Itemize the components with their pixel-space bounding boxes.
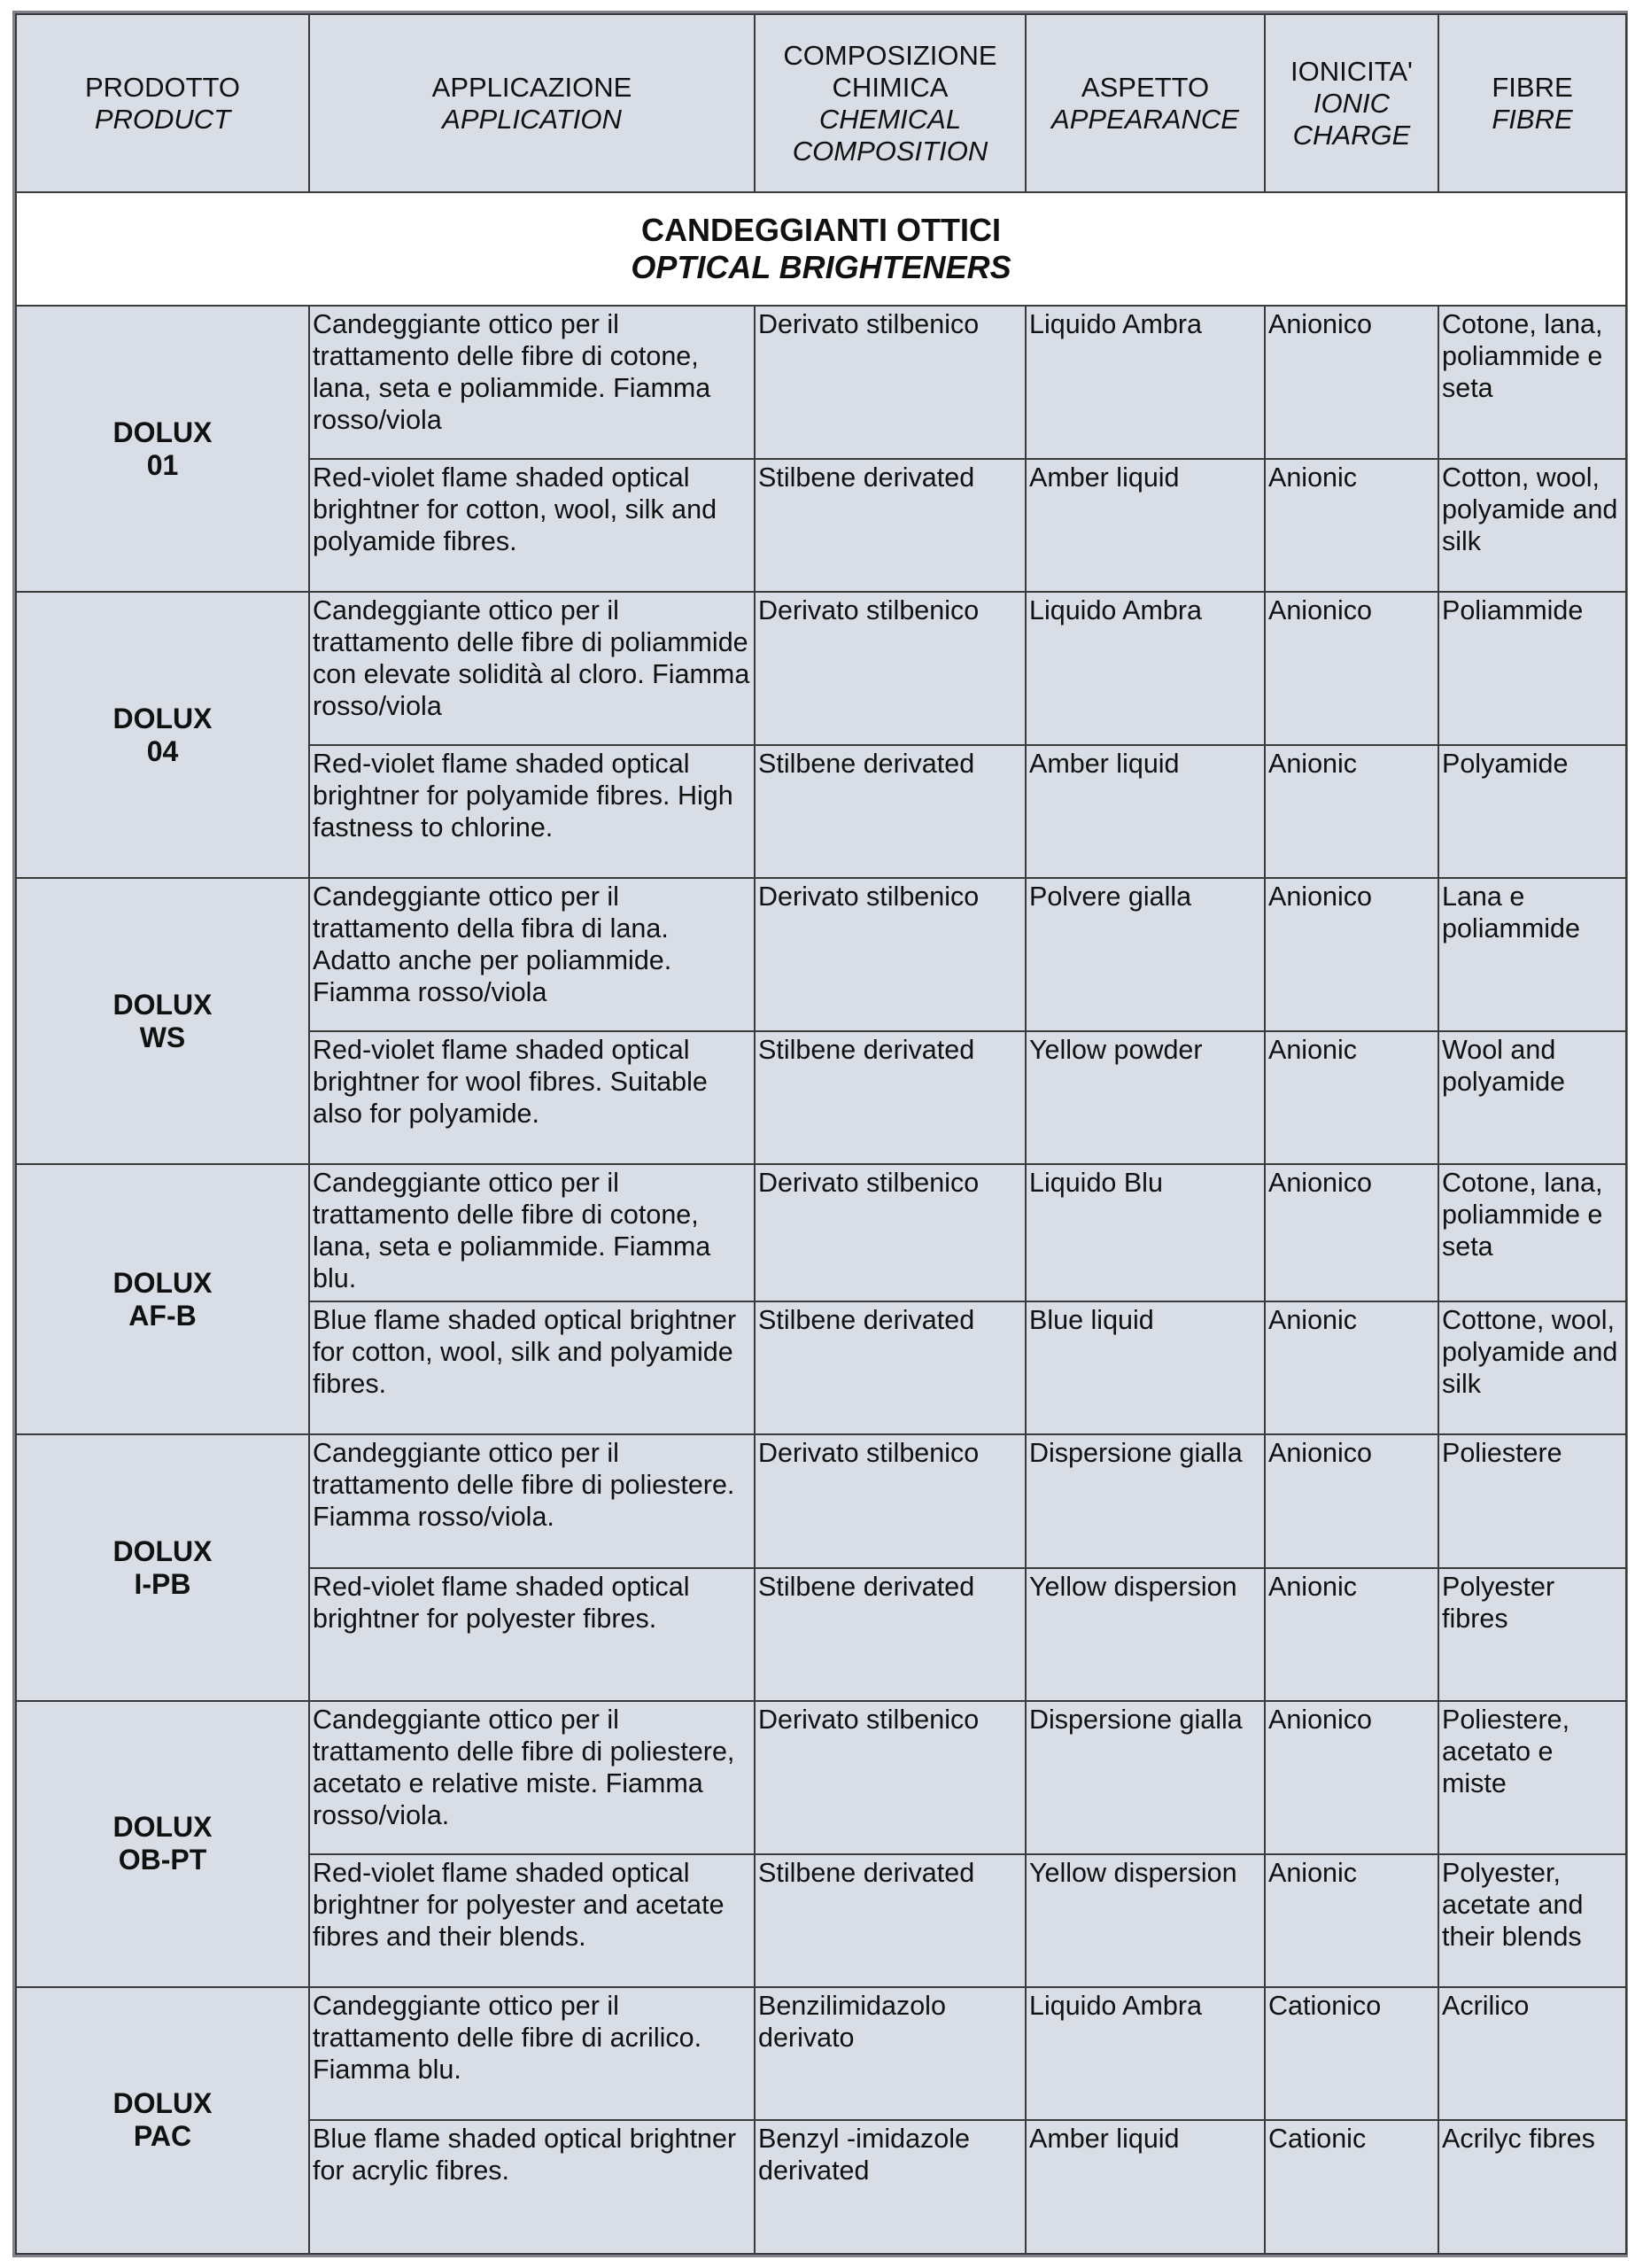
product-name-cell [16, 592, 309, 878]
composition-cell [755, 1031, 1026, 1164]
appearance-cell [1026, 1701, 1265, 1854]
application-cell [309, 1031, 755, 1164]
ionic-text: Anionico [1268, 1705, 1372, 1735]
application-text: Blue flame shaded optical brightner for cotton, wool, silk and polyamide fibres. [313, 1304, 737, 1399]
fibre-cell [1438, 1568, 1626, 1701]
fibre-cell [1438, 459, 1626, 592]
header-fibre: FIBRE FIBRE [1438, 14, 1626, 192]
ionic-cell [1265, 745, 1438, 878]
application-cell [309, 306, 755, 459]
fibre-cell [1438, 1987, 1626, 2120]
product-name: DOLUX [112, 1266, 213, 1299]
appearance-text: Liquido Ambra [1029, 595, 1202, 626]
composition-text: Benzyl -imidazole derivated [758, 2124, 971, 2186]
application-cell [309, 1164, 755, 1301]
appearance-cell [1026, 745, 1265, 878]
fibre-text: Polyester fibres [1442, 1571, 1555, 1634]
appearance-cell [1026, 1568, 1265, 1701]
composition-cell [755, 1987, 1026, 2120]
application-cell [309, 878, 755, 1031]
composition-text: Stilbene derivated [758, 748, 975, 779]
ionic-text: Anionico [1268, 1168, 1372, 1199]
fibre-text: Poliammide [1442, 595, 1584, 626]
composition-text: Derivato stilbenico [758, 309, 980, 340]
application-text: Red-violet flame shaded optical brightner for polyester and acetate fibres and their blends. [313, 1857, 725, 1952]
fibre-text: Polyamide [1442, 748, 1569, 779]
fibre-text: Lana e poliammide [1442, 882, 1580, 944]
fibre-cell [1438, 592, 1626, 745]
ionic-cell [1265, 1987, 1438, 2120]
appearance-cell [1026, 1434, 1265, 1567]
fibre-text: Acrilyc fibres [1442, 2124, 1595, 2155]
product-name-cell [16, 1164, 309, 1434]
appearance-cell [1026, 592, 1265, 745]
ionic-text: Anionic [1268, 1571, 1358, 1602]
application-cell [309, 592, 755, 745]
application-text: Candeggiante ottico per il trattamento delle fibre di cotone, lana, seta e poliammide. Fiamma rosso/viola [313, 309, 711, 436]
application-text: Candeggiante ottico per il trattamento delle fibre di cotone, lana, seta e poliammide. Fiamma blu. [313, 1168, 711, 1294]
composition-text: Stilbene derivated [758, 1304, 975, 1335]
application-text: Red-violet flame shaded optical brightner for cotton, wool, silk and polyamide fibres. [313, 462, 717, 556]
product-name: DOLUX [112, 1534, 213, 1567]
appearance-text: Amber liquid [1029, 2124, 1180, 2155]
composition-text: Benzilimidazolo derivato [758, 1990, 946, 2053]
application-cell [309, 1434, 755, 1567]
fibre-cell [1438, 745, 1626, 878]
application-text: Red-violet flame shaded optical brightner for polyester fibres. [313, 1571, 690, 1634]
ionic-text: Anionic [1268, 748, 1358, 779]
composition-text: Derivato stilbenico [758, 595, 980, 626]
ionic-cell [1265, 1164, 1438, 1301]
fibre-cell [1438, 1031, 1626, 1164]
product-code: I-PB [134, 1567, 191, 1600]
composition-text: Stilbene derivated [758, 1034, 975, 1065]
application-cell [309, 459, 755, 592]
table-row [16, 1434, 1626, 1567]
application-text: Candeggiante ottico per il trattamento delle fibre di acrilico. Fiamma blu. [313, 1990, 702, 2085]
ionic-text: Anionico [1268, 1438, 1372, 1469]
product-code: 04 [146, 734, 179, 767]
composition-text: Derivato stilbenico [758, 882, 980, 913]
appearance-text: Liquido Blu [1029, 1168, 1163, 1199]
composition-text: Derivato stilbenico [758, 1438, 980, 1469]
section-title: CANDEGGIANTI OTTICI OPTICAL BRIGHTENERS [16, 192, 1626, 306]
ionic-text: Anionico [1268, 882, 1372, 913]
composition-text: Stilbene derivated [758, 1571, 975, 1602]
appearance-text: Blue liquid [1029, 1304, 1154, 1335]
ionic-cell [1265, 1568, 1438, 1701]
application-text: Candeggiante ottico per il trattamento delle fibre di poliestere. Fiamma rosso/viola. [313, 1438, 735, 1533]
section-title-row [16, 192, 1626, 306]
table-row [16, 1164, 1626, 1301]
table-row [16, 306, 1626, 459]
product-name-cell [16, 1987, 309, 2254]
ionic-cell [1265, 1301, 1438, 1434]
fibre-text: Wool and polyamide [1442, 1034, 1566, 1097]
table-row [16, 1987, 1626, 2120]
ionic-cell [1265, 306, 1438, 459]
product-code: AF-B [128, 1299, 197, 1332]
fibre-cell [1438, 2120, 1626, 2254]
ionic-cell [1265, 878, 1438, 1031]
composition-text: Derivato stilbenico [758, 1168, 980, 1199]
composition-cell [755, 1854, 1026, 1987]
composition-cell [755, 2120, 1026, 2254]
fibre-text: Poliestere [1442, 1438, 1562, 1469]
header-composition: COMPOSIZIONE CHIMICA CHEMICAL COMPOSITION [755, 14, 1026, 192]
appearance-cell [1026, 459, 1265, 592]
product-name-cell [16, 1434, 309, 1701]
table-row [16, 592, 1626, 745]
composition-cell [755, 592, 1026, 745]
ionic-text: Cationico [1268, 1990, 1382, 2021]
product-table-frame [12, 11, 1628, 2257]
composition-cell [755, 878, 1026, 1031]
product-code: WS [139, 1021, 186, 1053]
fibre-cell [1438, 878, 1626, 1031]
product-name-cell [16, 878, 309, 1164]
fibre-cell [1438, 1434, 1626, 1567]
application-cell [309, 1987, 755, 2120]
appearance-text: Yellow powder [1029, 1034, 1203, 1065]
fibre-text: Cotton, wool, polyamide and silk [1442, 462, 1618, 556]
ionic-cell [1265, 1701, 1438, 1854]
product-name-cell [16, 306, 309, 592]
appearance-text: Amber liquid [1029, 748, 1180, 779]
product-name: DOLUX [112, 988, 213, 1021]
application-text: Blue flame shaded optical brightner for acrylic fibres. [313, 2124, 737, 2186]
ionic-text: Anionico [1268, 309, 1372, 340]
fibre-text: Acrilico [1442, 1990, 1530, 2021]
ionic-cell [1265, 1854, 1438, 1987]
header-ionic-charge: IONICITA' IONIC CHARGE [1265, 14, 1438, 192]
product-name: DOLUX [112, 416, 213, 448]
ionic-cell [1265, 2120, 1438, 2254]
appearance-cell [1026, 306, 1265, 459]
appearance-text: Liquido Ambra [1029, 1990, 1202, 2021]
composition-cell [755, 306, 1026, 459]
composition-cell [755, 1701, 1026, 1854]
product-code: PAC [133, 2120, 192, 2153]
appearance-cell [1026, 1031, 1265, 1164]
fibre-cell [1438, 1164, 1626, 1301]
appearance-text: Yellow dispersion [1029, 1571, 1237, 1602]
composition-text: Stilbene derivated [758, 462, 975, 493]
appearance-text: Liquido Ambra [1029, 309, 1202, 340]
ionic-text: Cationic [1268, 2124, 1367, 2155]
composition-cell [755, 1164, 1026, 1301]
fibre-cell [1438, 1854, 1626, 1987]
composition-cell [755, 1568, 1026, 1701]
ionic-cell [1265, 459, 1438, 592]
appearance-text: Polvere gialla [1029, 882, 1192, 913]
application-cell [309, 745, 755, 878]
product-name: DOLUX [112, 1811, 213, 1844]
product-name-cell [16, 1701, 309, 1987]
appearance-cell [1026, 2120, 1265, 2254]
ionic-cell [1265, 1434, 1438, 1567]
product-table [15, 13, 1627, 2255]
application-cell [309, 1301, 755, 1434]
ionic-cell [1265, 1031, 1438, 1164]
header-application: APPLICAZIONE APPLICATION [309, 14, 755, 192]
application-text: Candeggiante ottico per il trattamento delle fibre di poliammide con elevate solidità al cloro. Fiamma rosso/viola [313, 595, 750, 722]
appearance-cell [1026, 1987, 1265, 2120]
fibre-text: Cottone, wool, polyamide and silk [1442, 1304, 1618, 1399]
composition-text: Derivato stilbenico [758, 1705, 980, 1735]
appearance-cell [1026, 1301, 1265, 1434]
appearance-text: Amber liquid [1029, 462, 1180, 493]
header-product: PRODOTTO PRODUCT [16, 14, 309, 192]
ionic-text: Anionic [1268, 462, 1358, 493]
appearance-text: Yellow dispersion [1029, 1857, 1237, 1888]
ionic-text: Anionic [1268, 1857, 1358, 1888]
product-code: OB-PT [118, 1844, 207, 1876]
header-appearance: ASPETTO APPEARANCE [1026, 14, 1265, 192]
fibre-cell [1438, 1701, 1626, 1854]
ionic-cell [1265, 592, 1438, 745]
appearance-text: Dispersione gialla [1029, 1705, 1243, 1735]
ionic-text: Anionic [1268, 1304, 1358, 1335]
table-row [16, 1701, 1626, 1854]
fibre-cell [1438, 1301, 1626, 1434]
composition-cell [755, 1301, 1026, 1434]
fibre-text: Cotone, lana, poliammide e seta [1442, 309, 1603, 404]
fibre-text: Cotone, lana, poliammide e seta [1442, 1168, 1603, 1262]
fibre-text: Polyester, acetate and their blends [1442, 1857, 1584, 1952]
application-cell [309, 2120, 755, 2254]
composition-text: Stilbene derivated [758, 1857, 975, 1888]
product-name: DOLUX [112, 2087, 213, 2120]
composition-cell [755, 459, 1026, 592]
composition-cell [755, 1434, 1026, 1567]
ionic-text: Anionic [1268, 1034, 1358, 1065]
application-text: Candeggiante ottico per il trattamento delle fibre di poliestere, acetato e relative miste. Fiamma rosso/viola. [313, 1705, 735, 1830]
ionic-text: Anionico [1268, 595, 1372, 626]
appearance-cell [1026, 1854, 1265, 1987]
product-code: 01 [146, 448, 179, 481]
application-text: Candeggiante ottico per il trattamento della fibra di lana. Adatto anche per poliammide. Fiamma rosso/viola [313, 882, 672, 1008]
header-row [16, 14, 1626, 192]
appearance-text: Dispersione gialla [1029, 1438, 1243, 1469]
table-row [16, 878, 1626, 1031]
product-name: DOLUX [112, 702, 213, 734]
composition-cell [755, 745, 1026, 878]
application-cell [309, 1701, 755, 1854]
application-text: Red-violet flame shaded optical brightner for polyamide fibres. High fastness to chlorine. [313, 748, 733, 843]
application-cell [309, 1854, 755, 1987]
appearance-cell [1026, 1164, 1265, 1301]
application-text: Red-violet flame shaded optical brightner for wool fibres. Suitable also for polyamide. [313, 1034, 708, 1129]
fibre-text: Poliestere, acetato e miste [1442, 1705, 1570, 1798]
application-cell [309, 1568, 755, 1701]
appearance-cell [1026, 878, 1265, 1031]
fibre-cell [1438, 306, 1626, 459]
